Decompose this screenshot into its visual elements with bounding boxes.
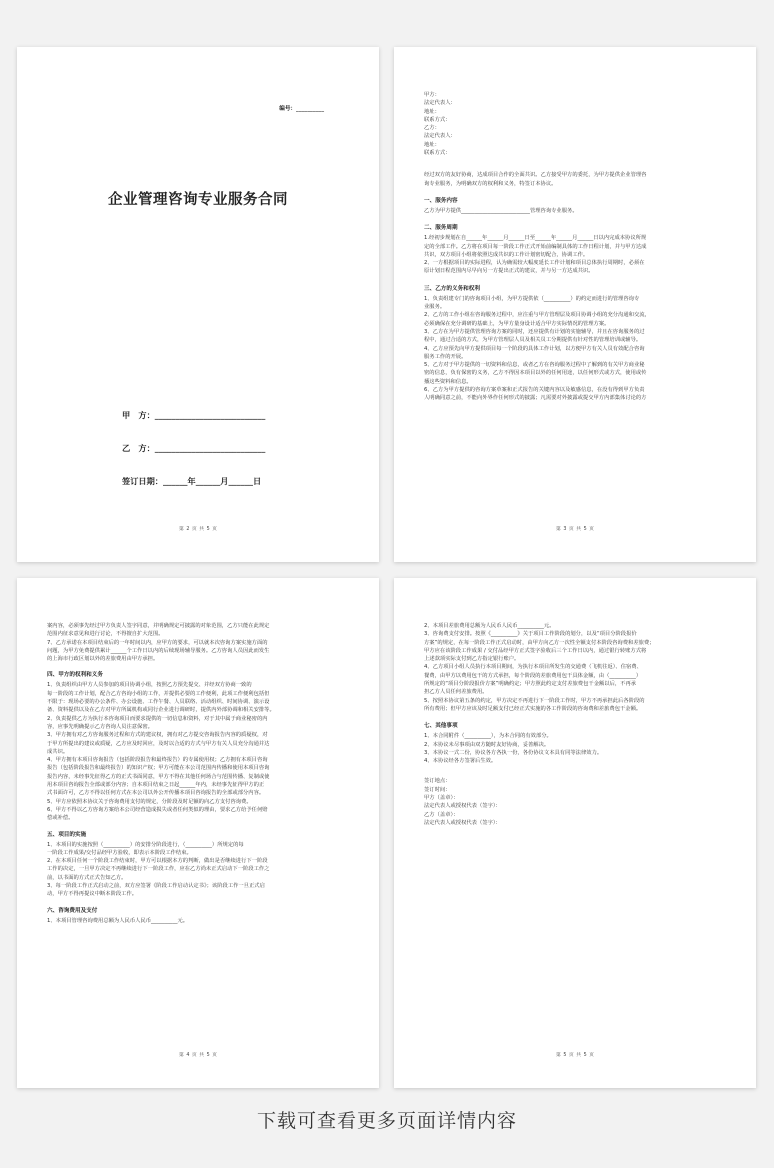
party-b-line: 乙 方：___________________________ — [122, 443, 266, 453]
text-line: 2、在本项目任何一个阶段工作结束时，甲方可以根据本方的判断，做出是否继续进行下一阶段 — [47, 858, 268, 865]
text-line: 乙方： — [424, 125, 440, 132]
text-line: 播这些资料和信息。 — [424, 378, 472, 385]
text-line: 5、乙方对于甲方提供的一切资料和信息，或者乙方在咨询服务过程中了解到的有关甲方商业秘 — [424, 362, 645, 369]
page-2 — [394, 47, 756, 562]
text-line: 容，应事先明确提示乙方咨询人员注意保密。 — [47, 723, 153, 730]
section-body — [424, 207, 726, 215]
text-line: 3、咨询费支付安排。按照《__________》关于项目工作阶段的划分，以及“项目分阶段报价 — [424, 631, 637, 638]
page-3 — [17, 578, 379, 1088]
text-line: 所规定的“项目分阶段报价方案”明确约定；甲方照此约定支付差旅费包干金额以后，不再承 — [424, 681, 637, 688]
text-line: 2、本项目差旅费用总额为人民币人民币__________元。 — [424, 623, 555, 629]
section-body — [47, 622, 349, 663]
text-line: 餐费，由甲方以费用包干的方式承担，每个阶段的差旅费用包干具体金额，由（__________） — [424, 672, 642, 679]
page-footer: 第 4 页 共 5 页 — [179, 1053, 217, 1058]
text-line: 必须确保在充分调研的基础上，为甲方量身设计适合甲方实际情况的管理方案。 — [424, 320, 610, 327]
text-line: 密的信息，负有保密的义务，乙方不得因本项目以外的任何用途，以任何形式或方式，使用或传 — [424, 370, 647, 377]
text-line: 法定代表人： — [424, 100, 456, 107]
text-line: 一阶段工作成果/交付品经甲方验收，即表示本阶段工作结束。 — [47, 849, 192, 856]
text-line: 3、乙方在为甲方提供管理咨询方案的同时，还应提供有计划的实施辅导，并且在咨询服务的过 — [424, 328, 645, 335]
text-line: 1、本项目的实施按照（__________）的安排分阶段进行，（__________）所规定的每 — [47, 841, 244, 848]
text-line: 1、本合同附件（__________），为本合同的有效部分。 — [424, 733, 552, 740]
text-line: 5、按照本协议第五条的约定，甲方决定不再进行下一阶段工作时，甲方不再承担此后各阶段的 — [424, 697, 645, 704]
text-line: 方案”的规定，在每一阶段工作正式启动时，由甲方向乙方一次性全额支付本阶段咨询费和差旅费； — [424, 639, 655, 646]
section-body — [424, 234, 726, 275]
text-line: 6、乙方为甲方提供的咨询方案草案和正式报告的关键内容以及敏感信息，在没有得到甲方负责 — [424, 387, 645, 394]
text-line: 地址： — [424, 141, 440, 148]
text-line: 联系方式： — [424, 116, 451, 123]
text-line: 乙方为甲方提供__________________________管理咨询专业服务。 — [424, 207, 578, 214]
text-line: 地址： — [424, 108, 440, 115]
section-heading: 一、服务内容 — [424, 197, 458, 204]
party-a-line: 甲 方：___________________________ — [122, 410, 266, 420]
section-heading: 四、甲方的权利和义务 — [47, 672, 103, 679]
text-line: 式书面许可，乙方不得以任何方式在本公司以外公开传播本项目咨询报告的全部或部分内容。 — [47, 790, 265, 797]
text-line: 案内容，必须事先经过甲方负责人签字同意，并明确规定可披露的对象范围，乙方只能在此规定 — [47, 623, 270, 629]
text-line: 服务工作的开展。 — [424, 353, 467, 360]
text-line: 询专业服务，为明确双方的权利和义务，特签订本协议。 — [424, 180, 557, 187]
section-body — [424, 622, 726, 713]
text-line: 甲方： — [424, 92, 440, 98]
text-line: 法定代表人或授权代表（签字）： — [424, 819, 501, 826]
section-body — [424, 732, 726, 765]
text-line: 前，以书面的方式正式告知乙方。 — [47, 874, 127, 881]
download-caption: 下载可查看更多页面详情内容 — [256, 1110, 517, 1132]
text-line: 5、甲方应依照本协议关于咨询费用支付的规定，分阶段及时足额的向乙方支付咨询费。 — [47, 798, 252, 805]
text-line: 1、本项目管理咨询费用总额为人民币人民币__________元。 — [47, 917, 189, 924]
text-line: 甲方（盖章）： — [424, 795, 459, 802]
page-4 — [394, 578, 756, 1088]
text-line: 上述款项实际支付到乙方指定银行账户。 — [424, 656, 520, 663]
text-line: 每一阶段的工作计划，配合乙方咨询小组的工作，并提供必要的工作便利，此项工作便利包括但 — [47, 690, 270, 697]
text-line: 所有费用；但甲方应该及时足额支付已经正式实施的各工作阶段的咨询费和差旅费包干金额。 — [424, 705, 642, 712]
text-line: 报告内容，未经事先征得乙方的正式书面同意，甲方不得在其他任何场合与范围传播、复制或使 — [47, 773, 270, 780]
section-body — [424, 295, 726, 403]
section-body — [47, 917, 349, 925]
section-heading: 二、服务周期 — [424, 225, 458, 232]
text-line: 备、资料提供以及在乙方对甲方所属机构或同行企业进行调研时，提供内外部协调和相关安排等。 — [47, 707, 275, 714]
text-line: 乙方（盖章）： — [424, 811, 459, 818]
text-line: 范围内征求意见和进行讨论，不得擅自扩大范围。 — [47, 631, 164, 638]
page-footer: 第 5 页 共 5 页 — [556, 1053, 594, 1058]
text-line: 工作的决定，一旦甲方决定不再继续进行下一阶段工作，应在乙方尚未正式启动下一阶段工作之 — [47, 866, 270, 873]
text-line: 3、本协议一式二份，协议各方各执一份，各份协议文本具有同等法律效力。 — [424, 749, 603, 756]
text-line: 程中，通过合适的方式，为甲方管理层人员及相关员工分期提供有针对性的管理培训或辅导。 — [424, 337, 642, 344]
section-body — [47, 681, 349, 822]
text-line: 4、乙方应预先向甲方提供项目每一个阶段的具体工作计划，以方便甲方有关人员有效配合咨询 — [424, 345, 645, 352]
sign-date-line: 签订日期：______年______月______日 — [122, 476, 262, 486]
text-line: 不限于：现场必要的办公条件、办公设施、工作午餐、人员联络、活动组织、时间协调、演示设 — [47, 699, 270, 706]
text-line: 报告（包括阶段报告和最终报告）的知识产权；甲方可能在本公司范围内传播和使用本项目咨询 — [47, 765, 270, 772]
section-heading: 六、咨询费用及支付 — [47, 907, 98, 914]
text-line: 1、负责组织由甲方人员参加的项目协调小组，按照乙方预先提交、并经双方协商一致的 — [47, 682, 252, 689]
text-line: 4、本协议经各方签署后生效。 — [424, 758, 497, 765]
contract-title: 企业管理咨询专业服务合同 — [108, 191, 288, 208]
text-line: 3、每一阶段工作正式启动之前，双方应签署《阶段工作启动认定书》；该阶段工作一旦正式启 — [47, 883, 265, 890]
text-line: 2、乙方的工作小组在咨询服务过程中，应注重与甲方管理层及项目协调小组的充分沟通和交流， — [424, 312, 650, 319]
text-line: 原计划日程范围内尽早向另一方提出正式的建议，并与另一方达成共识。 — [424, 268, 594, 275]
section-heading: 七、其他事项 — [424, 723, 458, 730]
text-line: 2、一方根据项目的实际进程，认为确需较大幅度延长工作计划和项目总体执行周期时，必须在 — [424, 260, 645, 267]
text-line: 联系方式： — [424, 150, 451, 157]
page-footer: 第 3 页 共 5 页 — [556, 527, 594, 532]
text-line: 用本项目咨询报告全部或部分内容；自本项目结束之日起______年内，未经事先征得甲方的正 — [47, 782, 265, 789]
text-line: 共识，双方项目小组将依照达成共识的工作计划密切配合，协调工作。 — [424, 251, 589, 258]
text-line: 经过双方的友好协商，达成项目合作的全面共识。乙方接受甲方的委托，为甲方提供企业管理咨 — [424, 172, 647, 179]
text-line: 法定代表人或授权代表（签字）： — [424, 803, 501, 810]
text-line: 担乙方人员任何差旅费用。 — [424, 689, 488, 696]
text-line: 3、甲方拥有对乙方咨询服务过程和方式的建议权，拥有对乙方提交咨询报告内容的质疑权，对 — [47, 732, 268, 739]
text-line: 4、乙方项目小组人员执行本项目期间，为执行本项目所发生的交通费（飞机往返）、住宿费、 — [424, 664, 642, 671]
text-line: 于甲方所提出的建议或质疑，乙方应及时回应，及时以合适的方式与甲方有关人员充分沟通并达 — [47, 740, 270, 747]
text-line: 1.经初步规划在自______年______月______日至______年______月______日以内完成本协议所规 — [424, 235, 647, 242]
signature-block — [424, 777, 726, 827]
text-line: 6、甲方不得以乙方咨询方案给本公司经营造成损失或者任何类似的理由，要求乙方给予任何赔 — [47, 806, 268, 813]
text-line: 甲方应在该阶段工作成果 / 交付品经甲方正式签字验收后三个工作日以内，通过银行转账方式将 — [424, 647, 647, 654]
intro-paragraph — [424, 171, 726, 188]
text-line: 签订时间： — [424, 786, 451, 793]
text-line: 定的全部工作。乙方将在项目每一阶段工作正式开始前编制具体的工作日程计划，并与甲方达成 — [424, 243, 647, 250]
contract-serial: 编号：__________ — [279, 106, 324, 112]
text-line: 4、甲方拥有本项目咨询报告（包括阶段报告和最终报告）的专属使用权；乙方拥有本项目咨询 — [47, 757, 268, 764]
text-line: 人明确同意之前，不能向外界作任何形式的披露；凡需要对外披露或提交甲方内部集体讨论的方 — [424, 395, 647, 402]
section-heading: 三、乙方的义务和权利 — [424, 285, 480, 292]
text-line: 成共识。 — [47, 748, 69, 755]
text-line: 7、乙方承诺在本项目结束后的一年时间以内，应甲方的要求，可以就本次咨询方案实施方面的 — [47, 639, 268, 646]
text-line: 动，甲方不得再提议中断本阶段工作。 — [47, 891, 138, 898]
text-line: 业服务。 — [424, 304, 446, 311]
section-heading: 五、项目的实施 — [47, 831, 87, 838]
section-body — [47, 841, 349, 899]
text-line: 法定代表人： — [424, 133, 456, 140]
page-footer: 第 2 页 共 5 页 — [179, 527, 217, 532]
parties-block — [424, 91, 726, 157]
page-cover — [17, 47, 379, 562]
text-line: 2、本协议未尽事项由双方随时友好协商，妥善解决。 — [424, 741, 550, 748]
text-line: 问题，为甲方免费提供累计______个工作日以内的后续现场辅导服务。乙方咨询人员因此而发生 — [47, 647, 270, 654]
text-line: 2、负责提供乙方为执行本咨询项目而要求提供的一切信息和资料，对于其中属于商业秘密的内 — [47, 715, 268, 722]
text-line: 的上海市行政区划以外的差旅费用由甲方承担。 — [47, 656, 159, 663]
text-line: 1、负责组建专门的咨询项目小组，为甲方提供依（__________）的约定而进行的管理咨询专 — [424, 295, 640, 302]
text-line: 偿或补偿。 — [47, 815, 74, 822]
text-line: 签订地点： — [424, 778, 451, 785]
